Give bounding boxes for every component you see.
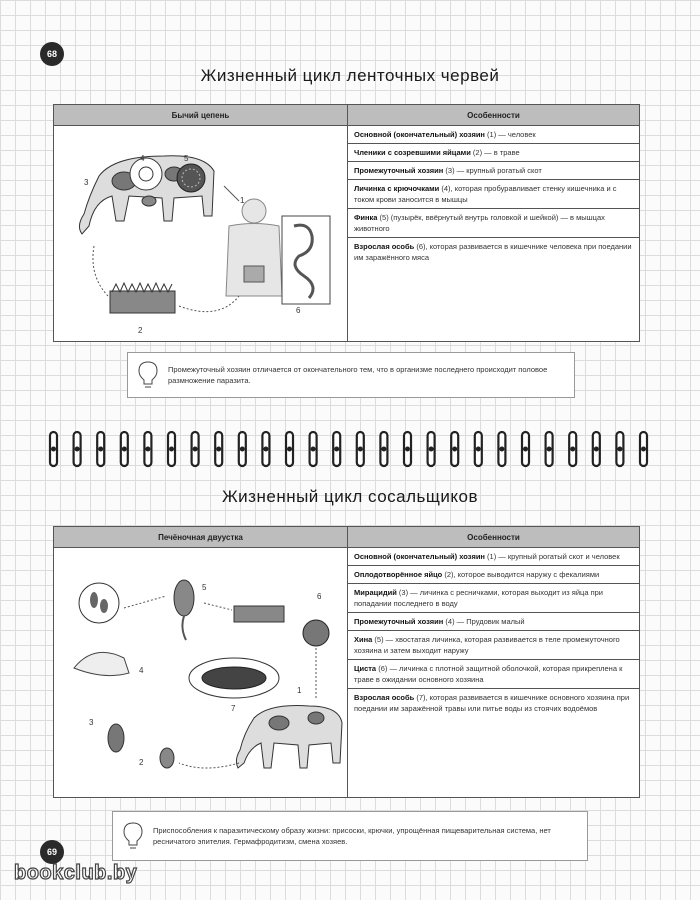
arrow-icon	[179, 296, 239, 312]
arrow-icon	[204, 603, 232, 610]
spiral-hole	[499, 447, 504, 452]
feature-row: Оплодотворённое яйцо (2), которое выводится наружу с фекалиями	[348, 566, 639, 584]
arrow-icon	[93, 246, 108, 296]
note-box-1	[127, 352, 575, 398]
spiral-hole	[429, 447, 434, 452]
spiral-hole	[547, 447, 552, 452]
label-2: 2	[138, 326, 143, 335]
cyst-icon	[303, 620, 329, 646]
label-4: 4	[140, 154, 145, 163]
label-3: 3	[84, 178, 89, 187]
section2-title: Жизненный цикл сосальщиков	[221, 487, 479, 506]
spiral-hole	[216, 447, 221, 452]
label-3: 3	[89, 718, 94, 727]
feature-row: Личинка с крючочками (4), которая пробуравливает стенку кишечника и с током крови заносится в мышцы	[348, 180, 639, 209]
larvae-inset-icon	[79, 583, 119, 623]
page-number-bottom: 69	[40, 840, 64, 864]
feature-row: Финка (5) (пузырёк, ввёрнутый внутрь головкой и шейкой) — в мышцах животного	[348, 209, 639, 238]
spiral-hole	[617, 447, 622, 452]
tapeworm-table	[53, 104, 640, 342]
feature-row: Промежуточный хозяин (4) — Прудовик малый	[348, 613, 639, 631]
arrow-icon	[179, 763, 239, 768]
column-header-species: Бычий цепень	[54, 105, 348, 125]
label-4: 4	[139, 666, 144, 675]
spiral-hole	[334, 447, 339, 452]
label-5: 5	[184, 154, 189, 163]
feature-row: Промежуточный хозяин (3) — крупный рогатый скот	[348, 162, 639, 180]
spiral-binding	[40, 430, 660, 470]
feature-row: Основной (окончательный) хозяин (1) — человек	[348, 126, 639, 144]
tapeworm-inset-frame	[282, 216, 330, 304]
spiral-hole	[405, 447, 410, 452]
label-6: 6	[296, 306, 301, 315]
spiral-hole	[594, 447, 599, 452]
tapeworm-lifecycle-illustration	[54, 126, 348, 341]
feature-row: Мирацидий (3) — личинка с ресничками, которая выходит из яйца при попадании последнего в воду	[348, 584, 639, 613]
label-7: 7	[231, 704, 236, 713]
feature-row: Основной (окончательный) хозяин (1) — крупный рогатый скот и человек	[348, 548, 639, 566]
column-header-species: Печёночная двуустка	[54, 527, 348, 547]
column-header-features: Особенности	[467, 110, 520, 120]
cow-icon	[236, 706, 342, 769]
spiral-hole	[169, 447, 174, 452]
note-box-2	[112, 811, 588, 861]
feature-row: Циста (6) — личинка с плотной защитной оболочкой, которая прикреплена к траве в ожидании основного хозяина	[348, 660, 639, 689]
watermark: bookclub.by	[14, 862, 138, 884]
fluke-lifecycle-illustration	[54, 548, 348, 797]
spiral-hole	[51, 447, 56, 452]
note-text-2: Приспособления к паразитическому образу жизни: присоски, крючки, упрощённая пищеварительная система, нет ресничатого эпителия. Гермафродитизм, смена хозяев.	[153, 826, 551, 846]
fluke-table	[53, 526, 640, 798]
larva-inset-icon	[130, 158, 162, 190]
grass-icon	[234, 606, 284, 622]
spiral-hole	[287, 447, 292, 452]
cercaria-icon	[174, 580, 194, 616]
grass-icon	[110, 283, 175, 313]
column-header-features: Особенности	[467, 532, 520, 542]
spiral-hole	[523, 447, 528, 452]
miracidium-icon	[108, 724, 124, 752]
label-2: 2	[139, 758, 144, 767]
fluke-table-header	[54, 527, 639, 548]
feature-row: Членики с созревшими яйцами (2) — в траве	[348, 144, 639, 162]
arrow-icon	[124, 596, 166, 608]
feature-row: Хина (5) — хвостатая личинка, которая развивается в теле промежуточного хозяина и затем выходит наружу	[348, 631, 639, 660]
spiral-hole	[476, 447, 481, 452]
note-text-1: Промежуточный хозяин отличается от окончательного тем, что в организме последнего происходит половое размножение паразита.	[168, 365, 548, 385]
finna-inset-icon	[177, 164, 205, 192]
spiral-hole	[452, 447, 457, 452]
spiral-hole	[193, 447, 198, 452]
section1-title: Жизненный цикл ленточных червей	[200, 66, 500, 85]
spiral-hole	[122, 447, 127, 452]
label-5: 5	[202, 583, 207, 592]
spiral-hole	[570, 447, 575, 452]
snail-icon	[74, 652, 129, 675]
label-1: 1	[297, 686, 302, 695]
spiral-hole	[358, 447, 363, 452]
tapeworm-cycle-diagram	[54, 126, 347, 341]
intestine-icon	[244, 266, 264, 282]
page-number-top: 68	[40, 42, 64, 66]
fluke-cycle-diagram	[54, 548, 347, 797]
feature-row: Взрослая особь (7), которая развивается в кишечнике основного хозяина при поедании им заражённой травы или питье воды из стоячих водоёмов	[354, 693, 630, 713]
spiral-hole	[311, 447, 316, 452]
spiral-hole	[98, 447, 103, 452]
spiral-hole	[381, 447, 386, 452]
spiral-hole	[145, 447, 150, 452]
label-1: 1	[240, 196, 245, 205]
tapeworm-table-header	[54, 105, 639, 126]
feature-row: Взрослая особь (6), которая развивается в кишечнике человека при поедании им заражённого мяса	[354, 242, 632, 262]
lightbulb-icon	[128, 360, 168, 390]
spiral-hole	[240, 447, 245, 452]
lightbulb-icon	[113, 821, 153, 851]
spiral-hole	[263, 447, 268, 452]
tapeworm-features	[348, 126, 639, 341]
fluke-features	[348, 548, 639, 797]
label-6: 6	[317, 592, 322, 601]
spiral-hole	[641, 447, 646, 452]
arrow-icon	[224, 186, 239, 201]
egg-icon	[160, 748, 174, 768]
spiral-hole	[75, 447, 80, 452]
